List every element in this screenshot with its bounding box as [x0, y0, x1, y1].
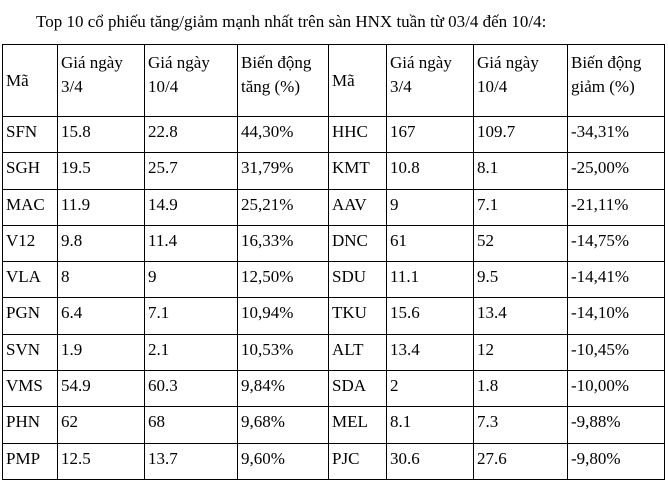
loser-price-3-4-cell: 13.4 [387, 334, 474, 370]
loser-ticker-cell: KMT [329, 153, 387, 189]
loser-price-3-4-cell: 61 [387, 225, 474, 261]
loser-change-cell: -14,10% [568, 298, 665, 334]
loser-change-cell: -9,88% [568, 407, 665, 443]
loser-change-cell: -14,75% [568, 225, 665, 261]
gainer-change-cell: 44,30% [238, 117, 329, 153]
loser-price-10-4-cell: 7.3 [474, 407, 568, 443]
gainer-price-3-4-cell: 1.9 [58, 334, 145, 370]
gainer-ticker-cell: PHN [3, 407, 58, 443]
header-change-down: Biến động giảm (%) [568, 45, 665, 117]
table-row [3, 153, 665, 189]
stocks-table [2, 44, 665, 480]
loser-ticker-cell: AAV [329, 189, 387, 225]
gainer-price-3-4-cell: 11.9 [58, 189, 145, 225]
header-change-up: Biến động tăng (%) [238, 45, 329, 117]
table-row [3, 334, 665, 370]
loser-ticker-cell: TKU [329, 298, 387, 334]
loser-price-10-4-cell: 7.1 [474, 189, 568, 225]
loser-change-cell: -9,80% [568, 443, 665, 479]
loser-price-10-4-cell: 27.6 [474, 443, 568, 479]
loser-price-3-4-cell: 10.8 [387, 153, 474, 189]
gainer-price-3-4-cell: 9.8 [58, 225, 145, 261]
gainer-ticker-cell: PMP [3, 443, 58, 479]
gainer-price-10-4-cell: 11.4 [145, 225, 238, 261]
table-row [3, 298, 665, 334]
gainer-price-3-4-cell: 12.5 [58, 443, 145, 479]
page-title: Top 10 cổ phiếu tăng/giảm mạnh nhất trên sàn HNX tuần từ 03/4 đến 10/4: [36, 12, 547, 31]
gainer-change-cell: 25,21% [238, 189, 329, 225]
table-row [3, 443, 665, 479]
gainer-price-3-4-cell: 8 [58, 262, 145, 298]
loser-change-cell: -25,00% [568, 153, 665, 189]
loser-price-3-4-cell: 167 [387, 117, 474, 153]
header-price-10-4-losers: Giá ngày 10/4 [474, 45, 568, 117]
loser-ticker-cell: SDA [329, 371, 387, 407]
gainer-price-3-4-cell: 15.8 [58, 117, 145, 153]
gainer-ticker-cell: SGH [3, 153, 58, 189]
loser-price-3-4-cell: 8.1 [387, 407, 474, 443]
table-row [3, 262, 665, 298]
gainer-price-10-4-cell: 7.1 [145, 298, 238, 334]
loser-change-cell: -10,00% [568, 371, 665, 407]
gainer-price-10-4-cell: 2.1 [145, 334, 238, 370]
gainer-change-cell: 9,84% [238, 371, 329, 407]
loser-price-10-4-cell: 52 [474, 225, 568, 261]
loser-ticker-cell: ALT [329, 334, 387, 370]
gainer-ticker-cell: MAC [3, 189, 58, 225]
table-header [3, 45, 665, 117]
loser-price-10-4-cell: 12 [474, 334, 568, 370]
gainer-price-10-4-cell: 13.7 [145, 443, 238, 479]
loser-price-3-4-cell: 11.1 [387, 262, 474, 298]
header-price-10-4-gainers: Giá ngày 10/4 [145, 45, 238, 117]
gainer-change-cell: 10,53% [238, 334, 329, 370]
loser-ticker-cell: HHC [329, 117, 387, 153]
gainer-price-10-4-cell: 68 [145, 407, 238, 443]
header-ticker-gainers: Mã [3, 45, 58, 117]
loser-ticker-cell: PJC [329, 443, 387, 479]
header-price-3-4-losers: Giá ngày 3/4 [387, 45, 474, 117]
gainer-ticker-cell: VMS [3, 371, 58, 407]
loser-change-cell: -10,45% [568, 334, 665, 370]
loser-ticker-cell: MEL [329, 407, 387, 443]
header-price-3-4-gainers: Giá ngày 3/4 [58, 45, 145, 117]
gainer-ticker-cell: SFN [3, 117, 58, 153]
loser-price-10-4-cell: 109.7 [474, 117, 568, 153]
gainer-ticker-cell: VLA [3, 262, 58, 298]
gainer-price-10-4-cell: 14.9 [145, 189, 238, 225]
gainer-price-3-4-cell: 6.4 [58, 298, 145, 334]
gainer-price-3-4-cell: 19.5 [58, 153, 145, 189]
loser-price-3-4-cell: 9 [387, 189, 474, 225]
loser-price-10-4-cell: 9.5 [474, 262, 568, 298]
table-row [3, 407, 665, 443]
gainer-change-cell: 12,50% [238, 262, 329, 298]
gainer-price-10-4-cell: 9 [145, 262, 238, 298]
header-row [3, 45, 665, 117]
loser-price-3-4-cell: 2 [387, 371, 474, 407]
gainer-price-10-4-cell: 60.3 [145, 371, 238, 407]
header-ticker-losers: Mã [329, 45, 387, 117]
loser-change-cell: -14,41% [568, 262, 665, 298]
gainer-ticker-cell: V12 [3, 225, 58, 261]
gainer-change-cell: 9,60% [238, 443, 329, 479]
gainer-price-10-4-cell: 25.7 [145, 153, 238, 189]
gainer-price-3-4-cell: 54.9 [58, 371, 145, 407]
loser-price-3-4-cell: 30.6 [387, 443, 474, 479]
gainer-change-cell: 16,33% [238, 225, 329, 261]
table-row [3, 117, 665, 153]
loser-price-3-4-cell: 15.6 [387, 298, 474, 334]
loser-price-10-4-cell: 8.1 [474, 153, 568, 189]
gainer-price-10-4-cell: 22.8 [145, 117, 238, 153]
table-row [3, 225, 665, 261]
loser-price-10-4-cell: 1.8 [474, 371, 568, 407]
gainer-price-3-4-cell: 62 [58, 407, 145, 443]
loser-change-cell: -21,11% [568, 189, 665, 225]
gainer-ticker-cell: SVN [3, 334, 58, 370]
gainer-change-cell: 31,79% [238, 153, 329, 189]
table-row [3, 371, 665, 407]
table-body [3, 117, 665, 480]
gainer-change-cell: 9,68% [238, 407, 329, 443]
loser-price-10-4-cell: 13.4 [474, 298, 568, 334]
gainer-change-cell: 10,94% [238, 298, 329, 334]
gainer-ticker-cell: PGN [3, 298, 58, 334]
loser-ticker-cell: DNC [329, 225, 387, 261]
table-row [3, 189, 665, 225]
loser-change-cell: -34,31% [568, 117, 665, 153]
loser-ticker-cell: SDU [329, 262, 387, 298]
